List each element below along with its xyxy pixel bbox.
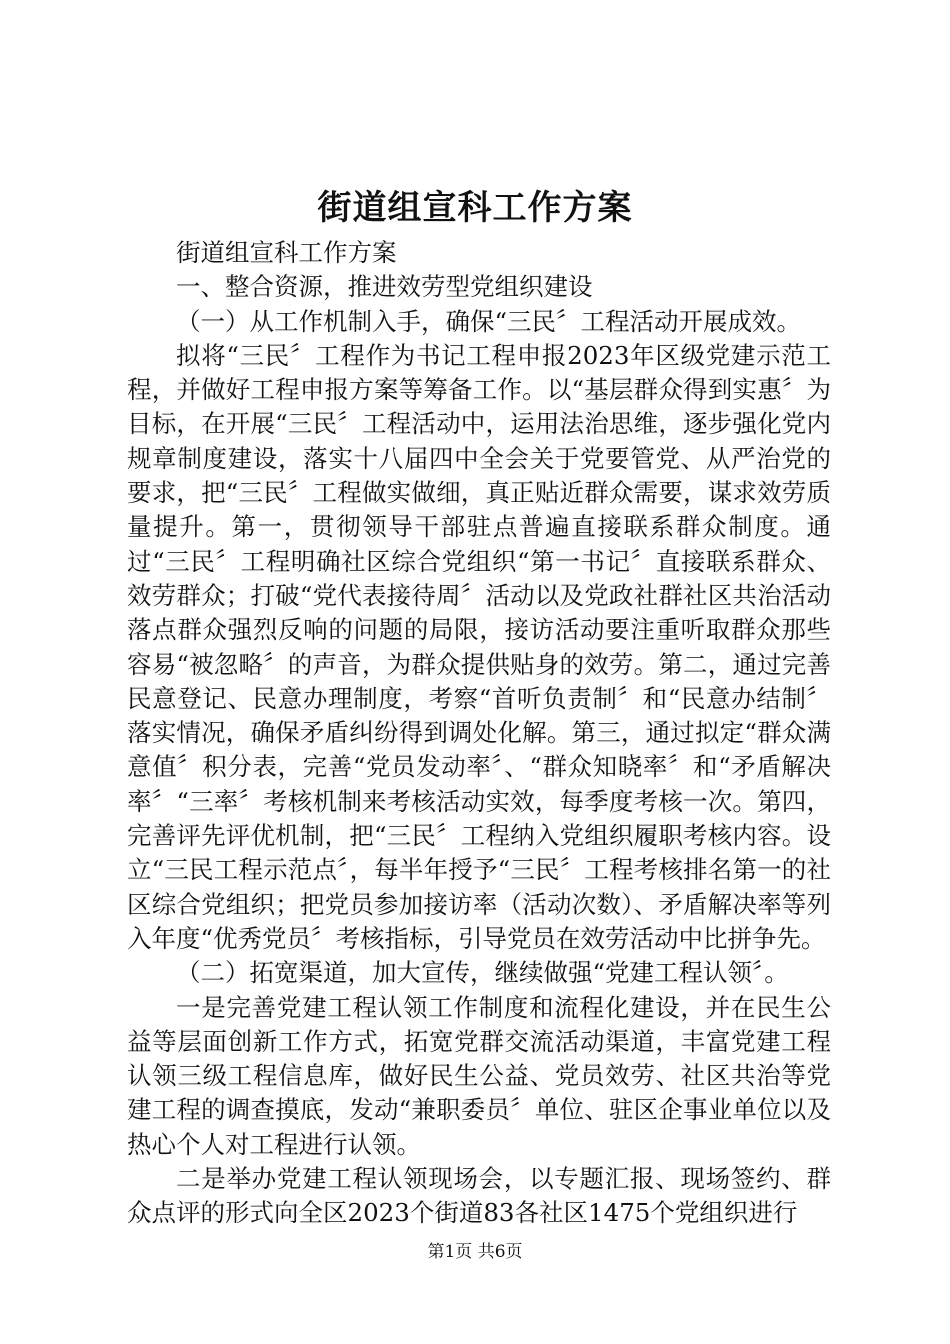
- paragraph-item-one: 一是完善党建工程认领工作制度和流程化建设，并在民生公益等层面创新工作方式，拓宽党群交流活动渠道，丰富党建工程认领三级工程信息库，做好民生公益、党员效劳、社区共治等党建工程的调查摸底，发动“兼职委员〞单位、驻区企事业单位以及热心个人对工程进行认领。: [127, 992, 831, 1159]
- paragraph-item-two: 二是举办党建工程认领现场会，以专题汇报、现场签约、群众点评的形式向全区2023个街道83各社区1475个党组织进行: [127, 1164, 831, 1228]
- paragraph-doc-name: 街道组宣科工作方案: [176, 238, 397, 267]
- subsection-heading-2: （二）拓宽渠道，加大宣传，继续做强“党建工程认领〞。: [176, 958, 789, 988]
- document-title: 街道组宣科工作方案: [317, 188, 633, 228]
- section-heading-1: 一、整合资源，推进效劳型党组织建设: [176, 272, 593, 302]
- document-body: [127, 236, 831, 1231]
- page-footer: 第1页 共6页: [427, 1242, 523, 1262]
- subsection-heading-1: （一）从工作机制入手，确保“三民〞工程活动开展成效。: [176, 306, 802, 336]
- paragraph-san-min-project: 拟将“三民〞工程作为书记工程申报2023年区级党建示范工程，并做好工程申报方案等筹备工作。以“基层群众得到实惠〞为目标，在开展“三民〞工程活动中，运用法治思维，逐步强化党内规章制度建设，落实十八届四中全会关于党要管党、从严治党的要求，把“三民〞工程做实做细，真正贴近群众需要，谋求效劳质量提升。第一，贯彻领导干部驻点普遍直接联系群众制度。通过“三民〞工程明确社区综合党组织“第一书记〞直接联系群众、效劳群众；打破“党代表接待周〞活动以及党政社群社区共治活动落点群众强烈反响的问题的局限，接访活动要注重听取群众那些容易“被忽略〞的声音，为群众提供贴身的效劳。第二，通过完善民意登记、民意办理制度，考察“首听负责制〞和“民意办结制〞落实情况，确保矛盾纠纷得到调处化解。第三，通过拟定“群众满意值〞积分表，完善“党员发动率〞、“群众知晓率〞和“矛盾解决率〞“三率〞考核机制来考核活动实效，每季度考核一次。第四，完善评先评优机制，把“三民〞工程纳入党组织履职考核内容。设立“三民工程示范点〞，每半年授予“三民〞工程考核排名第一的社区综合党组织；把党员参加接访率（活动次数）、矛盾解决率等列入年度“优秀党员〞考核指标，引导党员在效劳活动中比拼争先。: [127, 340, 831, 953]
